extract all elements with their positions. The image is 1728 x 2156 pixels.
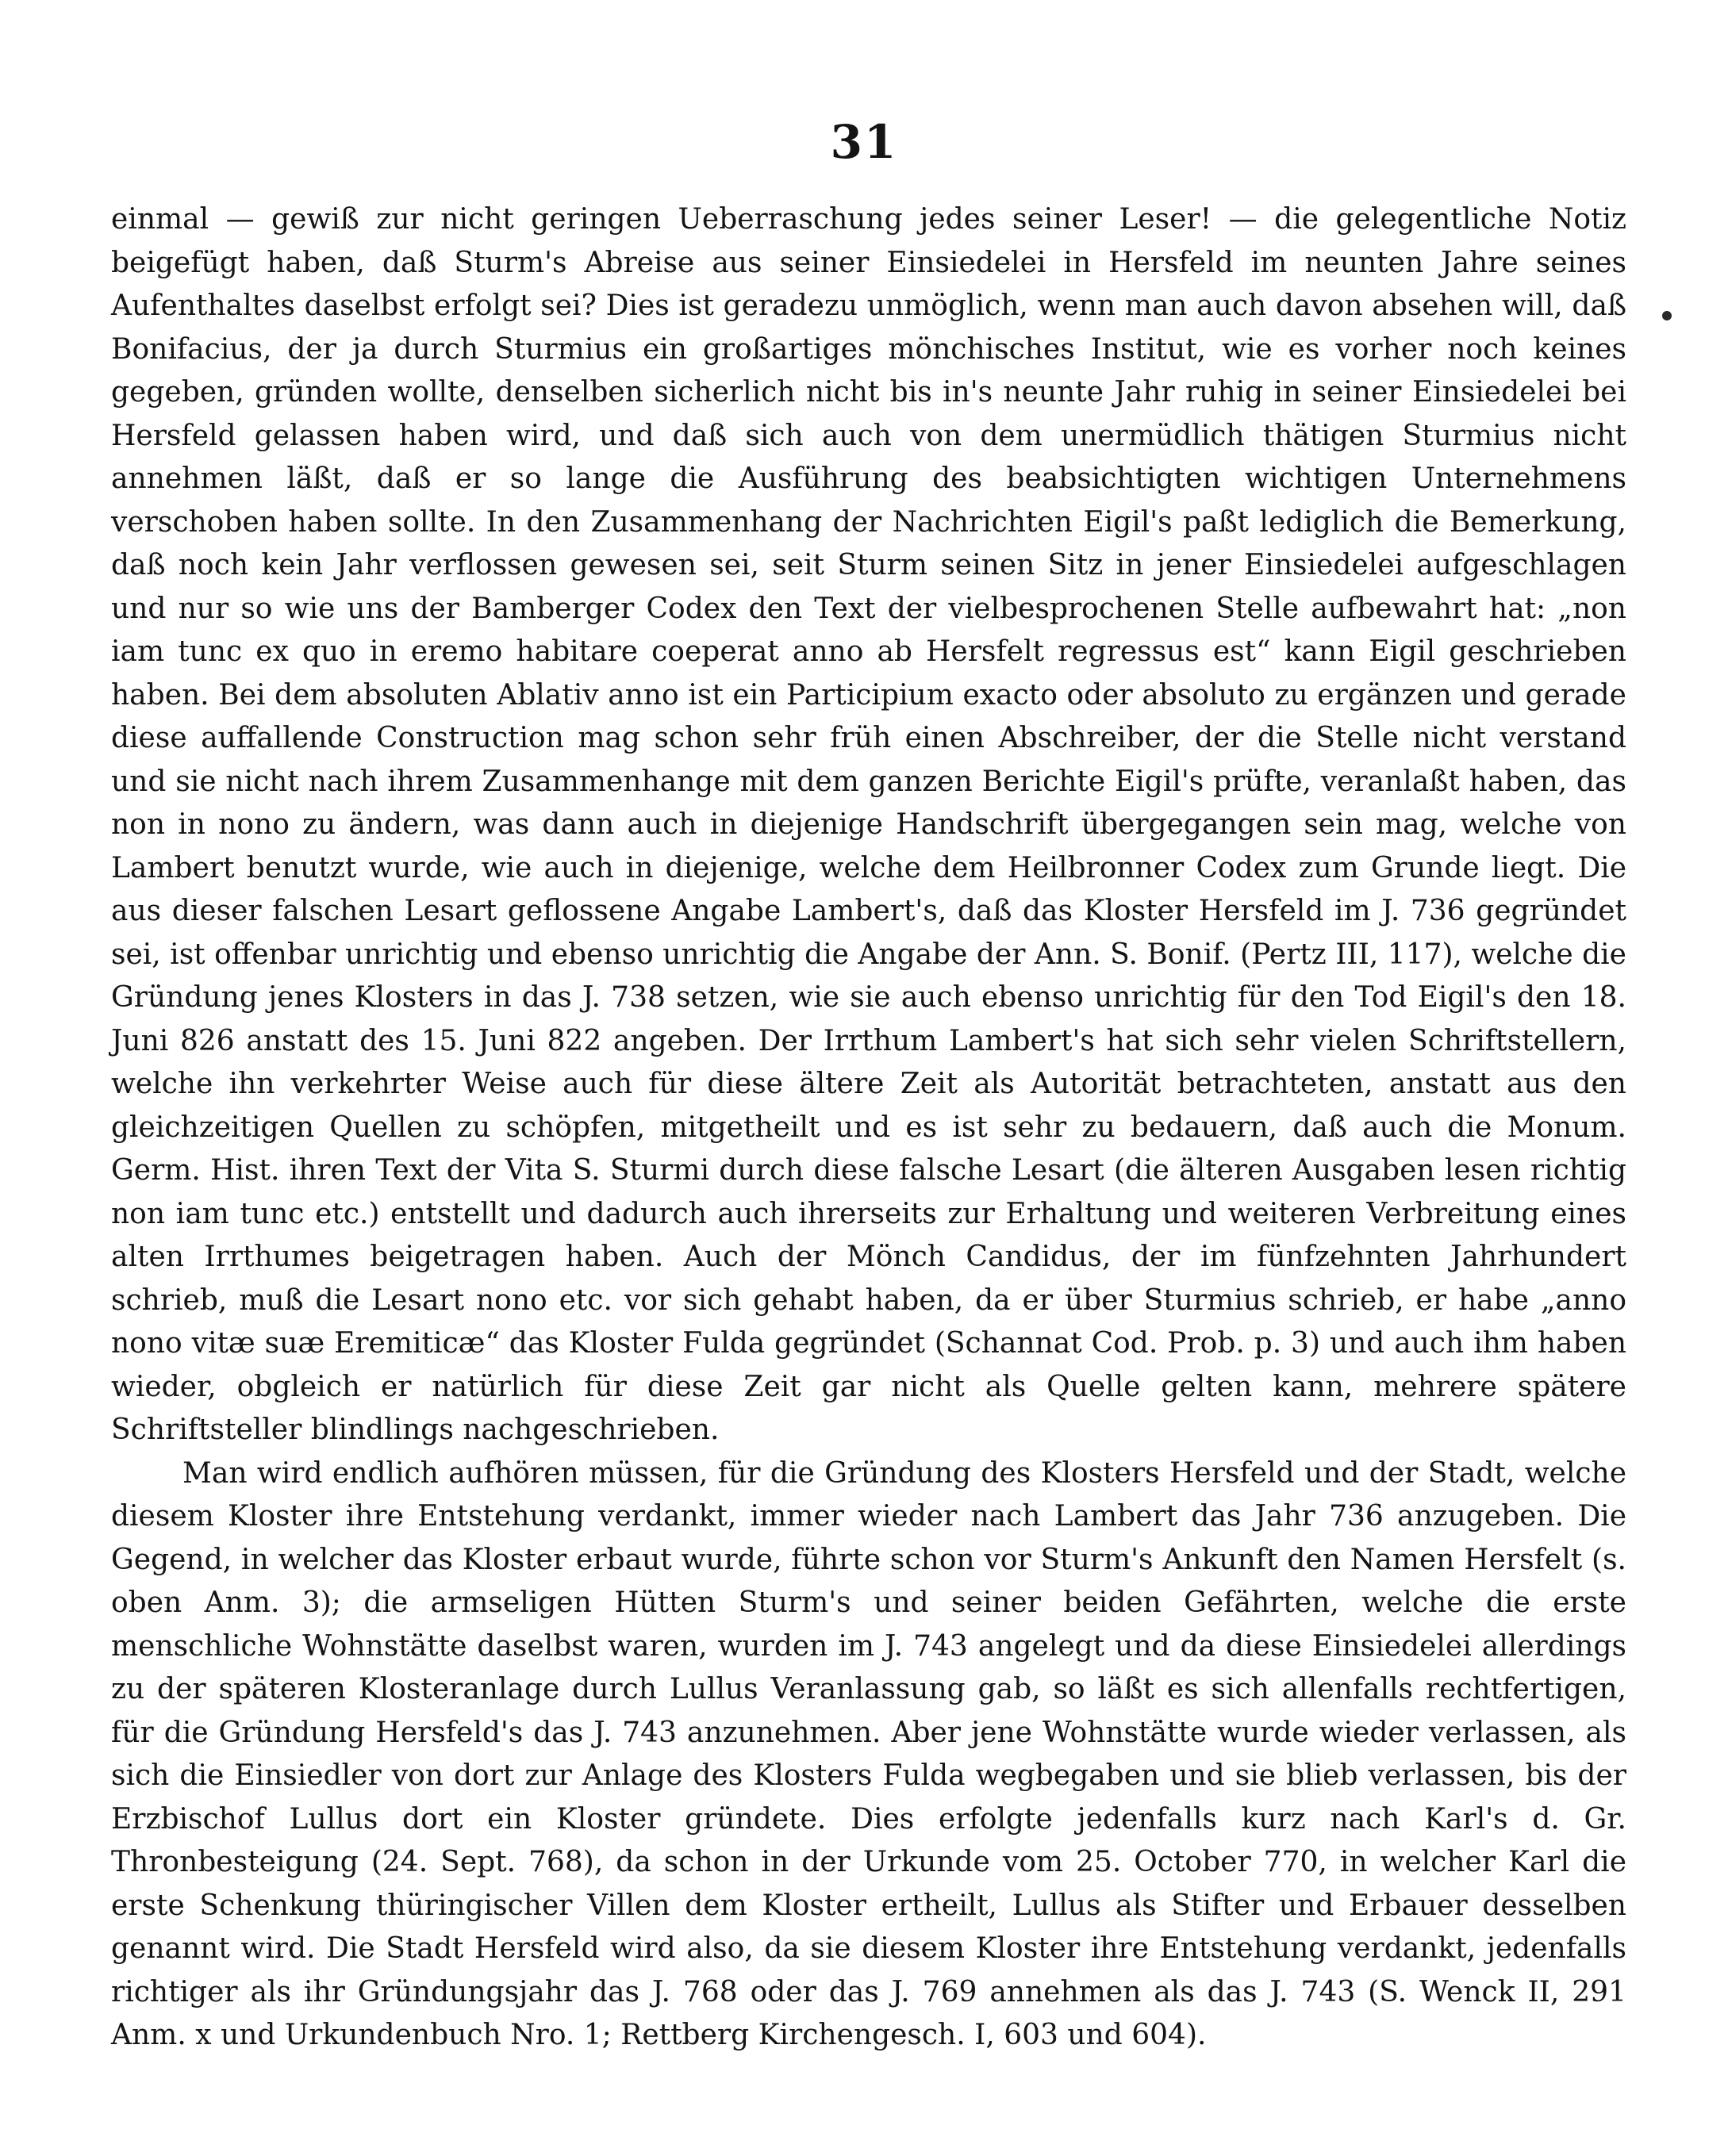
paragraph-2: Man wird endlich aufhören müssen, für die Gründung des Klosters Hersfeld und der Stadt, welche diesem Kloster ihre Entstehung verdankt, immer wieder nach Lambert das Jahr 736 anzugeben. Die Gegend, in welcher das Kloster erbaut wurde, führte schon vor Sturm's Ankunft den Namen Hersfelt (s. oben Anm. 3); die armseligen Hütten Sturm's und seiner beiden Gefährten, welche die erste menschliche Wohnstätte daselbst waren, wurden im J. 743 angelegt und da diese Einsiedelei allerdings zu der späteren Klosteranlage durch Lullus Veranlassung gab, so läßt es sich allenfalls rechtfertigen, für die Gründung Hersfeld's das J. 743 anzunehmen. Aber jene Wohnstätte wurde wieder verlassen, als sich die Einsiedler von dort zur Anlage des Klosters Fulda wegbegaben und sie blieb verlassen, bis der Erzbischof Lullus dort ein Kloster gründete. Dies erfolgte jedenfalls kurz nach Karl's d. Gr. Thronbesteigung (24. Sept. 768), da schon in der Urkunde vom 25. October 770, in welcher Karl die erste Schenkung thüringischer Villen dem Kloster ertheilt, Lullus als Stifter und Erbauer desselben genannt wird. Die Stadt Hersfeld wird also, da sie diesem Kloster ihre Entstehung verdankt, jedenfalls richtiger als ihr Gründungsjahr das J. 768 oder das J. 769 annehmen als das J. 743 (S. Wenck II, 291 Anm. x und Urkundenbuch Nro. 1; Rettberg Kirchengesch. I, 603 und 604). [111, 1456, 1626, 2051]
body-text [111, 198, 1626, 2058]
paragraph-1: einmal — gewiß zur nicht geringen Ueberraschung jedes seiner Leser! — die gelegentliche Notiz beigefügt haben, daß Sturm's Abreise aus seiner Einsiedelei in Hersfeld im neunten Jahre seines Aufenthaltes daselbst erfolgt sei? Dies ist geradezu unmöglich, wenn man auch davon absehen will, daß Bonifacius, der ja durch Sturmius ein großartiges mönchisches Institut, wie es vorher noch keines gegeben, gründen wollte, denselben sicherlich nicht bis in's neunte Jahr ruhig in seiner Einsiedelei bei Hersfeld gelassen haben wird, und daß sich auch von dem unermüdlich thätigen Sturmius nicht annehmen läßt, daß er so lange die Ausführung des beabsichtigten wichtigen Unternehmens verschoben haben sollte. In den Zusammenhang der Nachrichten Eigil's paßt lediglich die Bemerkung, daß noch kein Jahr verflossen gewesen sei, seit Sturm seinen Sitz in jener Einsiedelei aufgeschlagen und nur so wie uns der Bamberger Codex den Text der vielbesprochenen Stelle aufbewahrt hat: „non iam tunc ex quo in eremo habitare coeperat anno ab Hersfelt regressus est“ kann Eigil geschrieben haben. Bei dem absoluten Ablativ anno ist ein Participium exacto oder absoluto zu ergänzen und gerade diese auffallende Construction mag schon sehr früh einen Abschreiber, der die Stelle nicht verstand und sie nicht nach ihrem Zusammenhange mit dem ganzen Berichte Eigil's prüfte, veranlaßt haben, das non in nono zu ändern, was dann auch in diejenige Handschrift übergegangen sein mag, welche von Lambert benutzt wurde, wie auch in diejenige, welche dem Heilbronner Codex zum Grunde liegt. Die aus dieser falschen Lesart geflossene Angabe Lambert's, daß das Kloster Hersfeld im J. 736 gegründet sei, ist offenbar unrichtig und ebenso unrichtig die Angabe der Ann. S. Bonif. (Pertz III, 117), welche die Gründung jenes Klosters in das J. 738 setzen, wie sie auch ebenso unrichtig für den Tod Eigil's den 18. Juni 826 anstatt des 15. Juni 822 angeben. Der Irrthum Lambert's hat sich sehr vielen Schriftstellern, welche ihn verkehrter Weise auch für diese ältere Zeit als Autorität betrachteten, anstatt aus den gleichzeitigen Quellen zu schöpfen, mitgetheilt und es ist sehr zu bedauern, daß auch die Monum. Germ. Hist. ihren Text der Vita S. Sturmi durch diese falsche Lesart (die älteren Ausgaben lesen richtig non iam tunc etc.) entstellt und dadurch auch ihrerseits zur Erhaltung und weiteren Verbreitung eines alten Irrthumes beigetragen haben. Auch der Mönch Candidus, der im fünfzehnten Jahrhundert schrieb, muß die Lesart nono etc. vor sich gehabt haben, da er über Sturmius schrieb, er habe „anno nono vitæ suæ Eremiticæ“ das Kloster Fulda gegründet (Schannat Cod. Prob. p. 3) und auch ihm haben wieder, obgleich er natürlich für diese Zeit gar nicht als Quelle gelten kann, mehrere spätere Schriftsteller blindlings nachgeschrieben. [111, 203, 1626, 1446]
page-number: 31 [830, 115, 898, 169]
margin-dot-mark [1662, 311, 1672, 320]
